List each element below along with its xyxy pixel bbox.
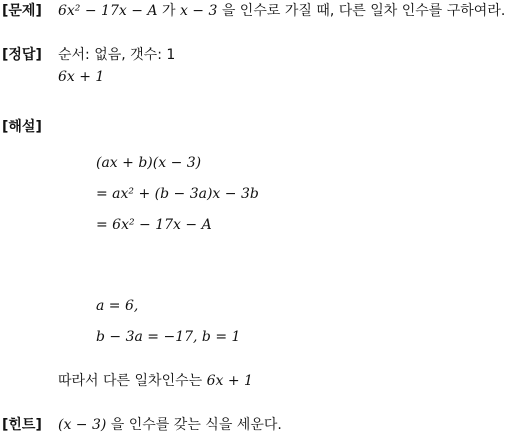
hint-label: [힌트] [2,417,42,433]
problem-factor: x − 3 [179,3,218,19]
hint-statement [58,414,282,434]
solution-step-4: a = 6, [96,298,139,314]
answer-expression: 6x + 1 [58,69,105,85]
problem-expression: 6x² − 17x − A [58,3,158,19]
hint-text: 을 인수를 갖는 식을 세운다. [106,417,282,433]
solution-step-3: = 6x² − 17x − A [96,217,212,233]
problem-statement [58,0,505,20]
solution-conclusion [58,370,253,390]
solution-label: [해설] [2,119,42,135]
solution-step-1: (ax + b)(x − 3) [96,155,202,171]
problem-mid-text: 가 [157,3,180,19]
answer-order-count: 순서: 없음, 갯수: 1 [58,47,176,63]
conclusion-expression: 6x + 1 [206,373,253,389]
problem-label: [문제] [2,3,42,19]
solution-step-2: = ax² + (b − 3a)x − 3b [96,186,259,202]
hint-expression: (x − 3) [58,417,107,433]
conclusion-text: 따라서 다른 일차인수는 [58,373,207,389]
answer-label: [정답] [2,47,42,63]
solution-step-5: b − 3a = −17, b = 1 [96,329,241,345]
problem-tail-text: 을 인수로 가질 때, 다른 일차 인수를 구하여라. [217,3,506,19]
